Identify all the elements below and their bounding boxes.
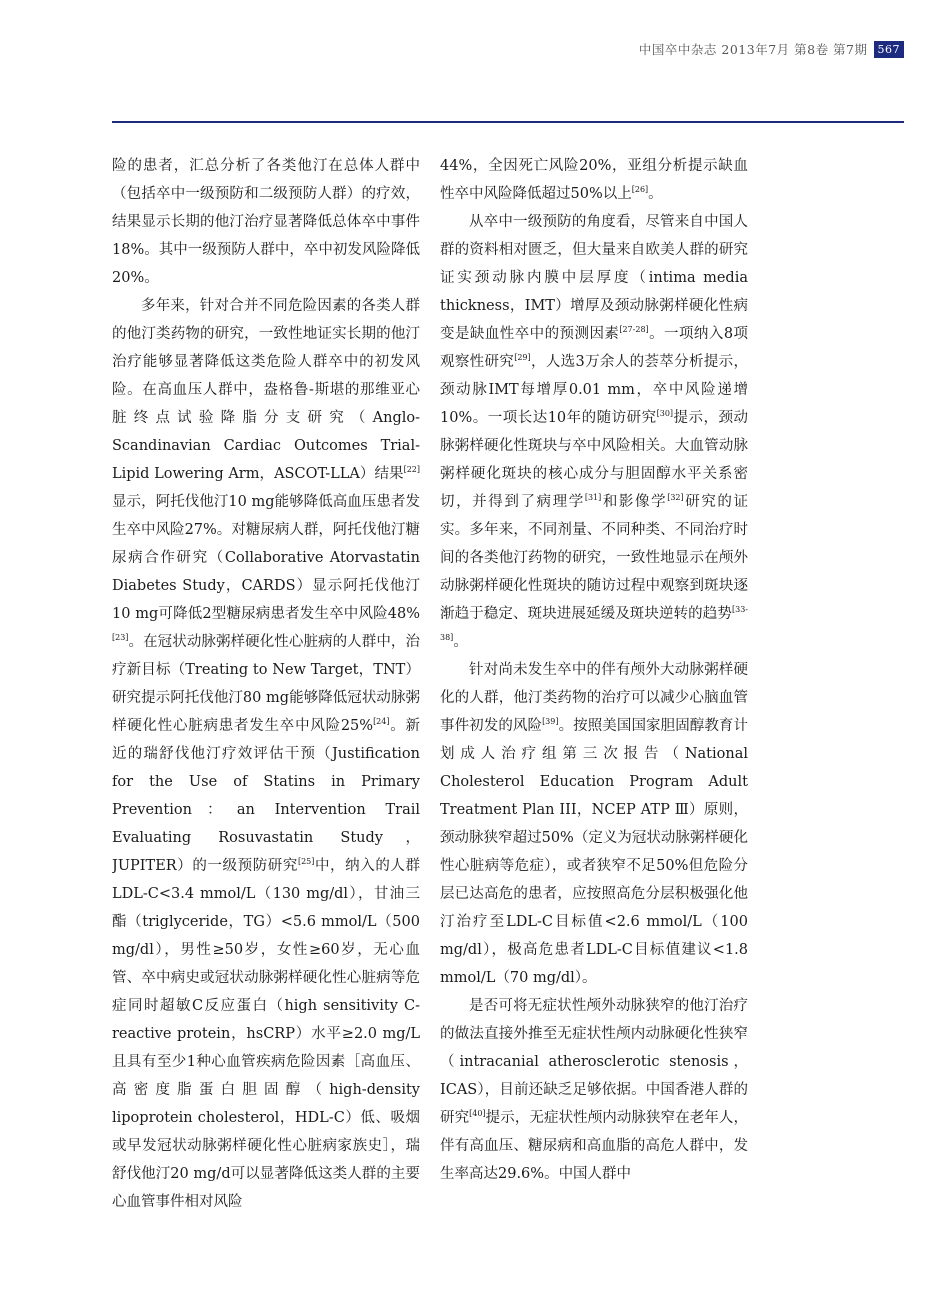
running-header <box>639 40 904 58</box>
text-segment: 多年来，针对合并不同危险因素的各类人群的他汀类药物的研究，一致性地证实长期的他汀治疗能够显著降低这类危险人群卒中的初发风险。在高血压人群中，盎格鲁-斯堪的那维亚心脏终点试验降脂分支研究（Anglo-Scandinavian Cardiac Outcomes Trial-Lipid Lowering Arm，ASCOT-LLA）结果 <box>112 298 420 482</box>
citation-ref: [40] <box>469 1109 486 1118</box>
text-segment: 中，纳入的人群LDL-C<3.4 mmol/L（130 mg/dl），甘油三酯（triglyceride，TG）<5.6 mmol/L（500 mg/dl），男性≥50岁，女性≥60岁，无心血管、卒中病史或冠状动脉粥样硬化性心脏病等危症同时超敏C反应蛋白（high sensitivity C-reactive protein，hsCRP）水平≥2.0 mg/L且具有至少1种心血管疾病危险因素［高血压、高密度脂蛋白胆固醇（high-density lipoprotein cholesterol，HDL-C）低、吸烟或早发冠状动脉粥样硬化性心脏病家族史］，瑞舒伐他汀20 mg/d可以显著降低这类人群的主要心血管事件相对风险 <box>112 858 420 1210</box>
paragraph <box>440 208 748 656</box>
paragraph <box>440 992 748 1188</box>
paragraph <box>440 656 748 992</box>
page-number: 567 <box>874 41 905 58</box>
citation-ref: [22] <box>403 465 420 474</box>
paragraph <box>112 292 420 1216</box>
citation-ref: [30] <box>656 409 674 418</box>
text-segment: 和影像学 <box>601 494 668 510</box>
citation-ref: [26] <box>631 185 649 194</box>
journal-running-title: 中国卒中杂志 2013年7月 第8卷 第7期 <box>638 42 868 57</box>
right-column <box>440 152 748 1188</box>
text-segment: ，人选3万余人的荟萃分析提示，颈动脉IMT每增厚0.01 mm，卒中风险递增10%。一项长达10年的随访研究 <box>440 354 748 426</box>
citation-ref: [23] <box>112 633 129 642</box>
citation-ref: [32] <box>667 493 684 502</box>
text-segment: 提示，无症状性颅内动脉狭窄在老年人，伴有高血压、糖尿病和高血脂的高危人群中，发生率高达29.6%。中国人群中 <box>440 1110 748 1182</box>
text-segment: 44%，全因死亡风险20%，亚组分析提示缺血性卒中风险降低超过50%以上 <box>440 158 748 202</box>
text-segment: 。 <box>648 186 663 202</box>
citation-ref: [33-38] <box>440 605 748 642</box>
text-segment: 研究的证实。多年来，不同剂量、不同种类、不同治疗时间的各类他汀药物的研究，一致性地显示在颅外动脉粥样硬化性斑块的随访过程中观察到斑块逐渐趋于稳定、斑块进展延缓及斑块逆转的趋势 <box>440 494 748 622</box>
citation-ref: [39] <box>542 717 559 726</box>
citation-ref: [31] <box>584 493 602 502</box>
header-rule <box>112 121 904 123</box>
text-segment: 是否可将无症状性颅外动脉狭窄的他汀治疗的做法直接外推至无症状性颅内动脉硬化性狭窄（intracanial atherosclerotic stenosis，ICAS），目前还缺乏足够依据。中国香港人群的研究 <box>440 998 748 1126</box>
text-segment: 。 <box>453 634 468 650</box>
text-segment: 提示，颈动脉粥样硬化性斑块与卒中风险相关。大血管动脉粥样硬化斑块的核心成分与胆固醇水平关系密切，并得到了病理学 <box>440 410 748 510</box>
text-segment: 。按照美国国家胆固醇教育计划成人治疗组第三次报告（National Cholesterol Education Program Adult Treatment Plan III，NCEP ATP Ⅲ）原则，颈动脉狭窄超过50%（定义为冠状动脉粥样硬化性心脏病等危症），或者狭窄不足50%但危险分层已达高危的患者，应按照高危分层积极强化他汀治疗至LDL-C目标值<2.6 mmol/L（100 mg/dl），极高危患者LDL-C目标值建议<1.8 mmol/L（70 mg/dl）。 <box>440 718 748 986</box>
text-segment: 从卒中一级预防的角度看，尽管来自中国人群的资料相对匮乏，但大量来自欧美人群的研究证实颈动脉内膜中层厚度（intima media thickness，IMT）增厚及颈动脉粥样硬化性病变是缺血性卒中的预测因素 <box>440 214 748 342</box>
text-segment: 。一项纳入8项观察性研究 <box>440 326 748 370</box>
paragraph <box>112 152 420 292</box>
paragraph <box>440 152 748 208</box>
left-column <box>112 152 420 1216</box>
citation-ref: [24] <box>373 717 390 726</box>
text-segment: 显示，阿托伐他汀10 mg能够降低高血压患者发生卒中风险27%。对糖尿病人群，阿托伐他汀糖尿病合作研究（Collaborative Atorvastatin Diabetes Study，CARDS）显示阿托伐他汀10 mg可降低2型糖尿病患者发生卒中风险48% <box>112 494 420 622</box>
text-segment: 。新近的瑞舒伐他汀疗效评估干预（Justification for the Use of Statins in Primary Prevention：an Intervention Trail Evaluating Rosuvastatin Study，JUPITER）的一级预防研究 <box>112 718 420 874</box>
paragraph-text: 险的患者，汇总分析了各类他汀在总体人群中（包括卒中一级预防和二级预防人群）的疗效，结果显示长期的他汀治疗显著降低总体卒中事件18%。其中一级预防人群中，卒中初发风险降低20%。 <box>112 158 420 286</box>
citation-ref: [25] <box>297 857 315 866</box>
citation-ref: [27-28] <box>619 325 649 334</box>
text-segment: 针对尚未发生卒中的伴有颅外大动脉粥样硬化的人群，他汀类药物的治疗可以减少心脑血管事件初发的风险 <box>440 662 748 734</box>
text-segment: 。在冠状动脉粥样硬化性心脏病的人群中，治疗新目标（Treating to New Target，TNT）研究提示阿托伐他汀80 mg能够降低冠状动脉粥样硬化性心脏病患者发生卒中风险25% <box>112 634 420 734</box>
citation-ref: [29] <box>514 353 531 362</box>
